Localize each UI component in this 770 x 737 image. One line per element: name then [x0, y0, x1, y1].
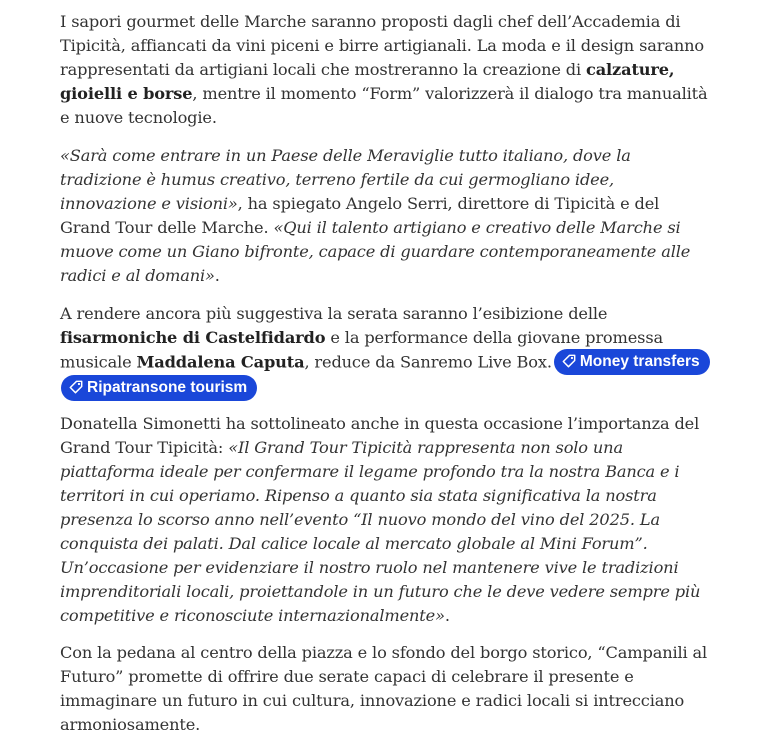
- paragraph-text: Con la pedana al centro della piazza e lo sfondo del borgo storico, “Campanili al Futuro” promette di offrire due serate capaci di celebrare il presente e immaginare un futuro in cui cultura, innovazione e radici locali si intrecciano armoniosamente.: [60, 643, 708, 734]
- paragraph-gourmet: [60, 10, 710, 130]
- paragraph-text: , mentre il momento “Form” valorizzerà il dialogo tra manualità e nuove tecnologie.: [60, 84, 708, 127]
- paragraph-text: A rendere ancora più suggestiva la serata saranno l’esibizione delle: [60, 304, 608, 323]
- bold-artist: Maddalena Caputa: [136, 352, 305, 372]
- quote-text: «Sarà come entrare in un Paese delle Meraviglie tutto italiano, dove la tradizione è humus creativo, terreno fertile da cui germogliano idee, innovazione e visioni»: [60, 146, 631, 213]
- paragraph-performance: [60, 302, 710, 402]
- bold-accordions: fisarmoniche di Castelfidardo: [60, 328, 326, 347]
- paragraph-campanili: [60, 641, 710, 737]
- bold-products: calzature, gioielli e borse: [60, 60, 675, 103]
- tag-ripatransone-tourism[interactable]: [61, 375, 257, 401]
- paragraph-simonetti: [60, 412, 710, 628]
- paragraph-text: , reduce da Sanremo Live Box.: [304, 352, 552, 372]
- quote-text: «Il Grand Tour Tipicità rappresenta non solo una piattaforma ideale per confermare il legame profondo tra la nostra Banca e i territori in cui operiamo. Ripenso a quanto sia stata significativa la nostra presenza lo scorso anno nell’evento “Il nuovo mondo del vino del 2025. La conquista dei palati. Dal calice locale al mercato globale al Mini Forum”. Un’occasione per evidenziare il nostro ruolo nel mantenere vive le tradizioni imprenditoriali locali, proiettandole in un futuro che le deve vedere sempre più competitive e riconosciute internazionalmente»: [60, 438, 701, 625]
- quote-text: «Qui il talento artigiano e creativo delle Marche si muove come un Giano bifronte, capace di guardare contemporaneamente alle radici e al domani»: [60, 218, 691, 285]
- paragraph-text: , ha spiegato Angelo Serri, direttore di Tipicità e del Grand Tour delle Marche.: [60, 194, 660, 237]
- tag-label: Money transfers: [579, 353, 700, 370]
- tag-icon: [69, 380, 83, 394]
- paragraph-text: I sapori gourmet delle Marche saranno proposti dagli chef dell’Accademia di Tipicità, affiancati da vini piceni e birre artigianali. La moda e il design saranno rappresentati da artigiani locali che mostreranno la creazione di: [60, 12, 704, 79]
- tag-icon: [562, 354, 576, 368]
- tag-money-transfers[interactable]: [554, 349, 710, 375]
- paragraph-quote-serri: [60, 144, 710, 288]
- paragraph-text: .: [214, 266, 220, 285]
- paragraph-text: e la performance della giovane promessa musicale: [60, 328, 663, 372]
- paragraph-text: .: [444, 606, 450, 625]
- tag-label: Ripatransone tourism: [87, 379, 248, 396]
- paragraph-text: Donatella Simonetti ha sottolineato anche in questa occasione l’importanza del Grand Tour Tipicità:: [60, 414, 700, 457]
